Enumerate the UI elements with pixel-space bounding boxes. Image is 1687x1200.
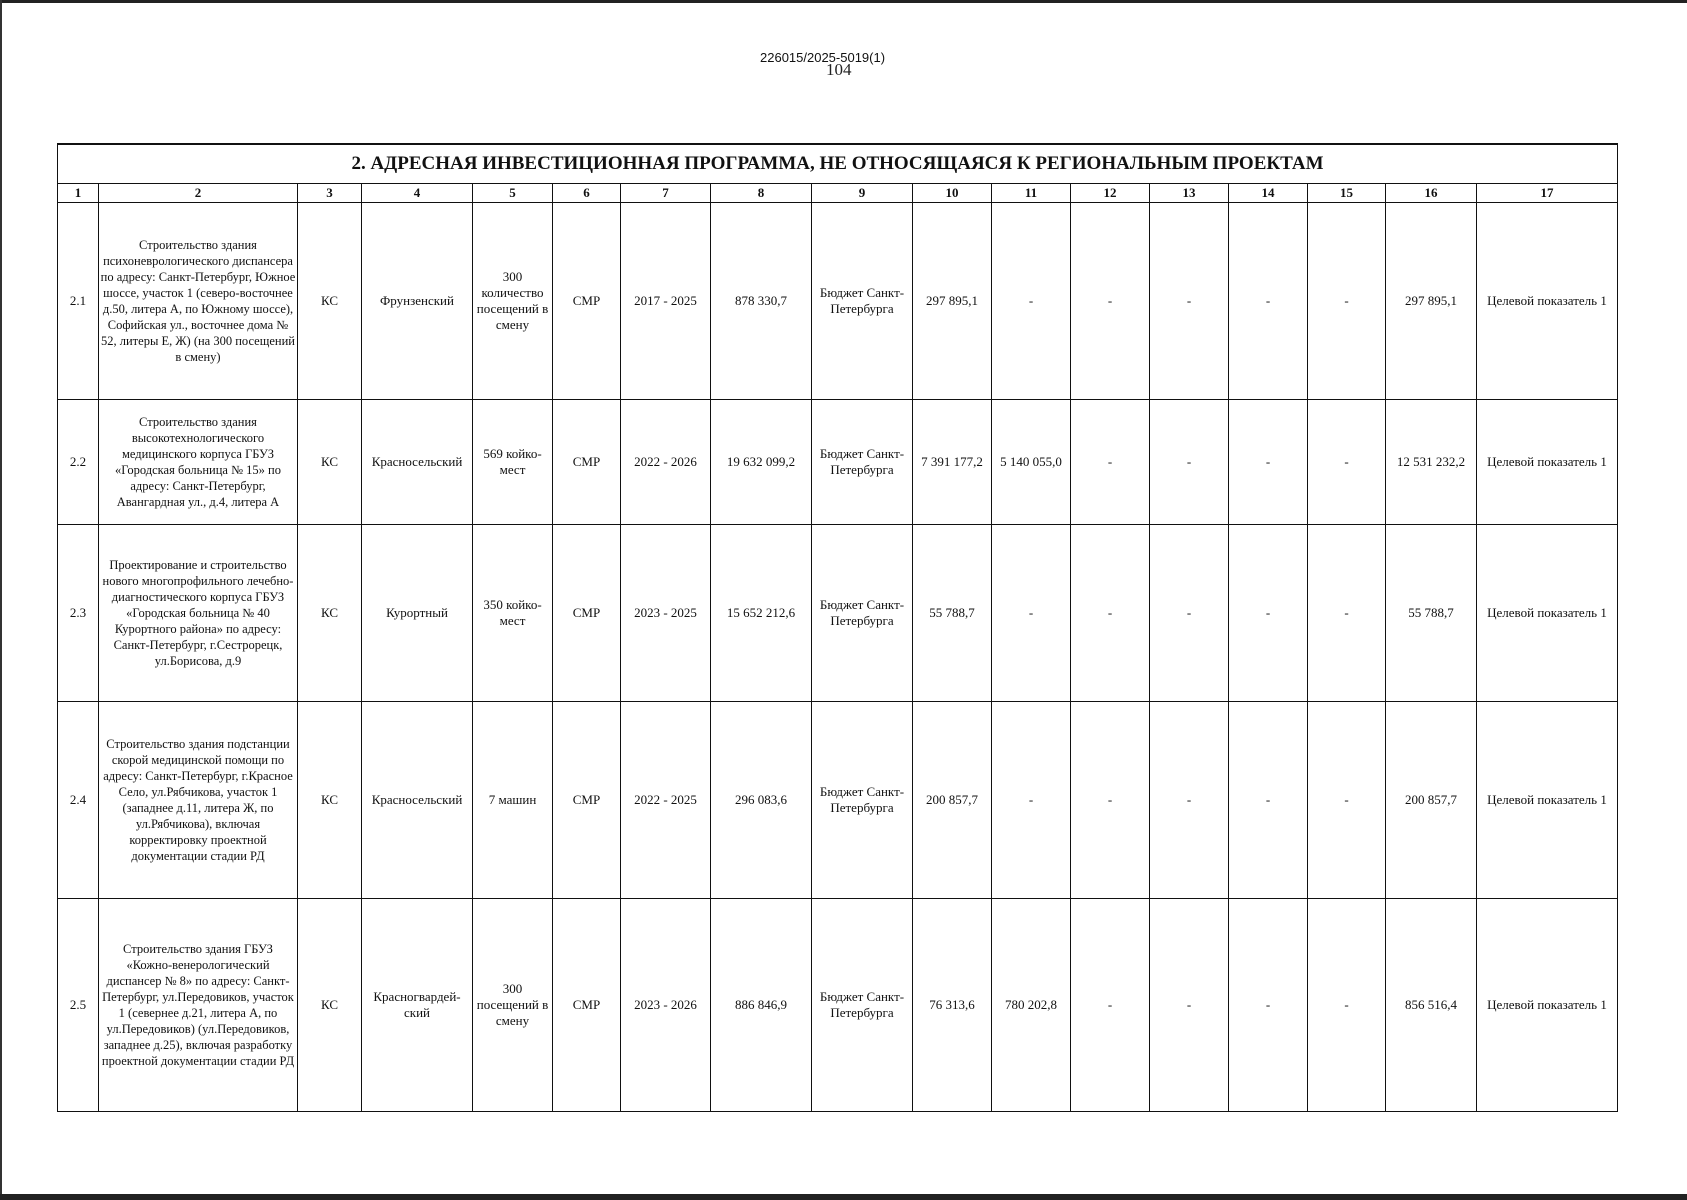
table-cell: - <box>1150 899 1229 1112</box>
column-number: 16 <box>1386 184 1477 203</box>
table-cell: 200 857,7 <box>913 702 992 899</box>
table-cell: 200 857,7 <box>1386 702 1477 899</box>
table-cell: - <box>1229 899 1308 1112</box>
column-number: 1 <box>58 184 99 203</box>
column-number: 12 <box>1071 184 1150 203</box>
table-cell: - <box>1308 702 1386 899</box>
object-name-cell: Строительство здания психоневрологического диспансера по адресу: Санкт-Петербург, Южное шоссе, участок 1 (северо-восточнее д.50, литера А, по Южному шоссе), Софийская ул., восточнее дома № 52, литеры Е, Ж) (на 300 посещений в смену) <box>99 203 298 400</box>
document-id: 226015/2025-5019(1) <box>760 50 886 65</box>
column-number: 11 <box>992 184 1071 203</box>
column-number: 13 <box>1150 184 1229 203</box>
table-cell: Бюджет Санкт-Петербурга <box>812 525 913 702</box>
table-cell: - <box>992 702 1071 899</box>
table-cell: 878 330,7 <box>711 203 812 400</box>
table-cell: 2023 - 2026 <box>621 899 711 1112</box>
table-title: 2. АДРЕСНАЯ ИНВЕСТИЦИОННАЯ ПРОГРАММА, НЕ ОТНОСЯЩАЯСЯ К РЕГИОНАЛЬНЫМ ПРОЕКТАМ <box>58 144 1618 184</box>
table-cell: Целевой показатель 1 <box>1477 203 1618 400</box>
page-edge-top <box>0 0 1687 3</box>
table-cell: 300 количество посещений в смену <box>473 203 553 400</box>
table-cell: Фрунзенский <box>362 203 473 400</box>
table-cell: 886 846,9 <box>711 899 812 1112</box>
table-cell: Целевой показатель 1 <box>1477 525 1618 702</box>
column-number: 5 <box>473 184 553 203</box>
column-number-row <box>58 184 1618 203</box>
table-cell: - <box>1308 203 1386 400</box>
table-cell: 297 895,1 <box>913 203 992 400</box>
table-cell: Красногвардей-ский <box>362 899 473 1112</box>
object-name-cell: Строительство здания высокотехнологического медицинского корпуса ГБУЗ «Городская больница № 15» по адресу: Санкт-Петербург, Авангардная ул., д.4, литера А <box>99 400 298 525</box>
table-cell: 15 652 212,6 <box>711 525 812 702</box>
table-cell: - <box>1229 525 1308 702</box>
table-cell: КС <box>298 899 362 1112</box>
table-cell: 55 788,7 <box>1386 525 1477 702</box>
page-number: 104 <box>826 60 852 79</box>
table-cell: Целевой показатель 1 <box>1477 702 1618 899</box>
column-number: 9 <box>812 184 913 203</box>
object-name-cell: Строительство здания подстанции скорой медицинской помощи по адресу: Санкт-Петербург, г.Красное Село, ул.Рябчикова, участок 1 (западнее д.11, литера Ж, по ул.Рябчикова), включая корректировку проектной документации стадии РД <box>99 702 298 899</box>
table-cell: - <box>992 525 1071 702</box>
column-number: 8 <box>711 184 812 203</box>
table-row <box>58 899 1618 1112</box>
table-cell: 2.3 <box>58 525 99 702</box>
table-cell: 2.1 <box>58 203 99 400</box>
table-cell: Целевой показатель 1 <box>1477 400 1618 525</box>
table-cell: 7 391 177,2 <box>913 400 992 525</box>
table-cell: 2022 - 2025 <box>621 702 711 899</box>
table-cell: - <box>1308 525 1386 702</box>
column-number: 17 <box>1477 184 1618 203</box>
object-name-cell: Проектирование и строительство нового многопрофильного лечебно-диагностического корпуса ГБУЗ «Городская больница № 40 Курортного района» по адресу: Санкт-Петербург, г.Сестрорецк, ул.Борисова, д.9 <box>99 525 298 702</box>
table-cell: - <box>1071 203 1150 400</box>
table-cell: 76 313,6 <box>913 899 992 1112</box>
table-row <box>58 400 1618 525</box>
table-cell: - <box>1229 203 1308 400</box>
table-cell: 350 койко-мест <box>473 525 553 702</box>
table-cell: Бюджет Санкт-Петербурга <box>812 203 913 400</box>
table-cell: Бюджет Санкт-Петербурга <box>812 899 913 1112</box>
table-cell: - <box>1150 525 1229 702</box>
investment-program-table <box>57 143 1618 1112</box>
table-cell: Бюджет Санкт-Петербурга <box>812 400 913 525</box>
table-cell: Красносельский <box>362 702 473 899</box>
page-edge-bottom <box>0 1194 1687 1200</box>
table-cell: 297 895,1 <box>1386 203 1477 400</box>
table-cell: 569 койко-мест <box>473 400 553 525</box>
column-number: 10 <box>913 184 992 203</box>
page-edge-left <box>0 0 2 1200</box>
table-cell: - <box>992 203 1071 400</box>
table-cell: 2022 - 2026 <box>621 400 711 525</box>
table-cell: 19 632 099,2 <box>711 400 812 525</box>
table-row <box>58 702 1618 899</box>
table-title-row <box>58 144 1618 184</box>
table-cell: СМР <box>553 525 621 702</box>
table-cell: 2017 - 2025 <box>621 203 711 400</box>
table-cell: Красносельский <box>362 400 473 525</box>
table-cell: - <box>1150 203 1229 400</box>
table-cell: 5 140 055,0 <box>992 400 1071 525</box>
table-cell: 12 531 232,2 <box>1386 400 1477 525</box>
table-cell: - <box>1071 525 1150 702</box>
table-cell: 300 посещений в смену <box>473 899 553 1112</box>
table-row <box>58 203 1618 400</box>
table-cell: КС <box>298 702 362 899</box>
table-cell: - <box>1229 400 1308 525</box>
column-number: 15 <box>1308 184 1386 203</box>
column-number: 6 <box>553 184 621 203</box>
table-cell: КС <box>298 525 362 702</box>
table-cell: СМР <box>553 899 621 1112</box>
table-cell: 2023 - 2025 <box>621 525 711 702</box>
table-cell: - <box>1308 400 1386 525</box>
table-cell: 2.2 <box>58 400 99 525</box>
column-number: 14 <box>1229 184 1308 203</box>
table-cell: КС <box>298 203 362 400</box>
table-cell: КС <box>298 400 362 525</box>
column-number: 7 <box>621 184 711 203</box>
column-number: 2 <box>99 184 298 203</box>
table-cell: 780 202,8 <box>992 899 1071 1112</box>
column-number: 3 <box>298 184 362 203</box>
table-cell: СМР <box>553 203 621 400</box>
table-cell: - <box>1229 702 1308 899</box>
table-cell: СМР <box>553 400 621 525</box>
table-cell: - <box>1071 400 1150 525</box>
table-cell: СМР <box>553 702 621 899</box>
table-cell: 296 083,6 <box>711 702 812 899</box>
column-number: 4 <box>362 184 473 203</box>
table-cell: 856 516,4 <box>1386 899 1477 1112</box>
table-cell: - <box>1071 702 1150 899</box>
table-cell: 2.4 <box>58 702 99 899</box>
table-cell: Курортный <box>362 525 473 702</box>
table-row <box>58 525 1618 702</box>
table-cell: - <box>1071 899 1150 1112</box>
table-cell: - <box>1308 899 1386 1112</box>
table-cell: - <box>1150 400 1229 525</box>
table-cell: Целевой показатель 1 <box>1477 899 1618 1112</box>
table-cell: 55 788,7 <box>913 525 992 702</box>
table-cell: Бюджет Санкт-Петербурга <box>812 702 913 899</box>
table-cell: - <box>1150 702 1229 899</box>
object-name-cell: Строительство здания ГБУЗ «Кожно-венерологический диспансер № 8» по адресу: Санкт-Петербург, ул.Передовиков, участок 1 (севернее д.21, литера А, по ул.Передовиков) (ул.Передовиков, западнее д.25), включая разработку проектной документации стадии РД <box>99 899 298 1112</box>
table-cell: 7 машин <box>473 702 553 899</box>
table-cell: 2.5 <box>58 899 99 1112</box>
